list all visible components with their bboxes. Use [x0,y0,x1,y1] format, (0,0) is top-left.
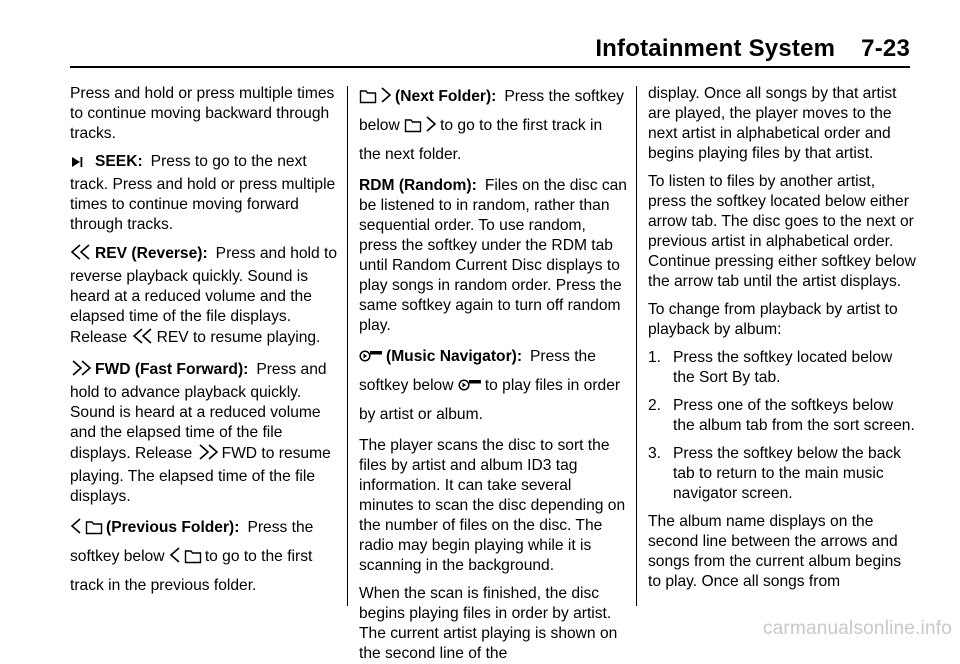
chevron-left-icon [70,517,82,544]
rewind-icon [132,327,154,351]
prev-folder-entry [70,515,338,599]
seek-next-icon [70,155,84,175]
rev-body-end: resume playing. [210,329,321,346]
steps-list [648,348,916,504]
column-divider [347,86,348,606]
next-folder-entry [359,84,627,168]
step-text: Press one of the softkeys below the album tab from the sort screen. [673,397,915,434]
fwd-term: FWD (Fast Forward): [95,361,249,378]
folder-icon [184,547,202,573]
next-body-end: track in the next folder. [359,117,603,163]
music-navigator-icon [359,347,383,373]
next-folder-term: (Next Folder): [395,88,497,105]
music-navigator-term: (Music Navigator): [386,348,523,365]
nav-press: Press the [530,348,596,365]
column-divider [636,86,637,606]
section-title: Infotainment System [595,35,836,62]
next-body: softkey below [359,88,624,134]
music-navigator-entry [359,344,627,428]
chevron-right-icon [380,86,392,113]
column-3 [648,84,916,612]
chevron-right-icon [425,115,437,142]
fast-forward-icon [70,359,92,383]
paragraph: To listen to files by another artist, press the softkey located below either arrow tab. The disc goes to the next or previous artist in alphabetical order. Continue pressing either softkey below the arrow tab until the artist displays. [648,173,916,290]
list-item [648,348,916,388]
music-navigator-icon [458,376,482,402]
paragraph: To change from playback by artist to playback by album: [648,301,898,338]
watermark: carmanualsonline.info [762,618,952,639]
paragraph: The album name displays on the second line between the arrows and songs from the current album begins to play. Once all songs from [648,513,902,590]
next-body-mid: to go to the first [440,117,548,134]
seek-term: SEEK: [95,153,143,170]
fwd-entry [70,359,338,507]
fwd-body: Press and hold to advance playback quickly. Sound is heard at a reduced volume and the elapsed time of the file displays. Release [70,361,327,462]
fast-forward-icon [197,443,219,467]
seek-entry [70,152,338,235]
next-press: Press the [504,88,571,105]
paragraph: display. Once all songs by that artist are played, the player moves to the next artist in alphabetical order and begins playing files by that artist. [648,85,897,162]
page-header [70,33,910,65]
column-2 [359,84,627,662]
step-text: Press the softkey below the back tab to return to the main music navigator screen. [673,445,901,502]
column-1 [70,84,338,612]
header-rule [70,66,910,68]
paragraph: When the scan is finished, the disc begins playing files in order by artist. The current artist playing is shown on the second line of the [359,585,618,662]
list-item [648,396,916,436]
paragraph: The player scans the disc to sort the files by artist and album ID3 tag information. It can take several minutes to scan the disc depending on the number of files on the disc. The radio may begin playing while it is scanning in the background. [359,437,626,574]
prev-body-end: first track in the previous folder. [70,548,313,594]
rev-body: Press and hold to reverse playback quickly. Sound is heard at a reduced volume and the elapsed time of the file displays. Release [70,245,338,346]
step-number: 3. [648,445,662,462]
rdm-entry [359,176,627,336]
rdm-body: Files on the disc can be listened to in random, rather than sequential order. To use random, press the softkey under the RDM tab until Random Current Disc displays to play songs in random order. Press the same softkey again to turn off random play. [359,177,627,334]
rev-entry [70,243,338,351]
prev-body-mid: to go to the [204,548,283,565]
folder-icon [85,518,103,544]
rdm-term: RDM (Random): [359,177,477,194]
prev-body: the softkey below [70,519,314,565]
step-number: 2. [648,397,662,414]
page-number: 7-23 [861,35,910,62]
step-number: 1. [648,349,662,366]
rewind-icon [70,243,92,267]
seek-body: Press to go to the next track. Press and hold or press multiple times to continue moving forward through tracks. [70,153,336,233]
folder-icon [359,87,377,113]
nav-body-mid: to play files in [484,377,580,394]
folder-icon [404,116,422,142]
step-text: Press the softkey located below the Sort By tab. [673,349,893,386]
paragraph: Press and hold or press multiple times to continue moving backward through tracks. [70,85,335,142]
prev-press: Press [247,519,288,536]
nav-body-end: order by artist or album. [359,377,621,423]
nav-body: softkey below [359,377,454,394]
chevron-left-icon [169,546,181,573]
rev-term: REV (Reverse): [95,245,208,262]
prev-folder-term: (Previous Folder): [106,519,240,536]
fwd-inline: FWD to [221,445,275,462]
fwd-body-end: resume playing. The elapsed time of the file displays. [70,445,331,505]
rev-inline: REV to [156,329,206,346]
list-item [648,444,916,504]
